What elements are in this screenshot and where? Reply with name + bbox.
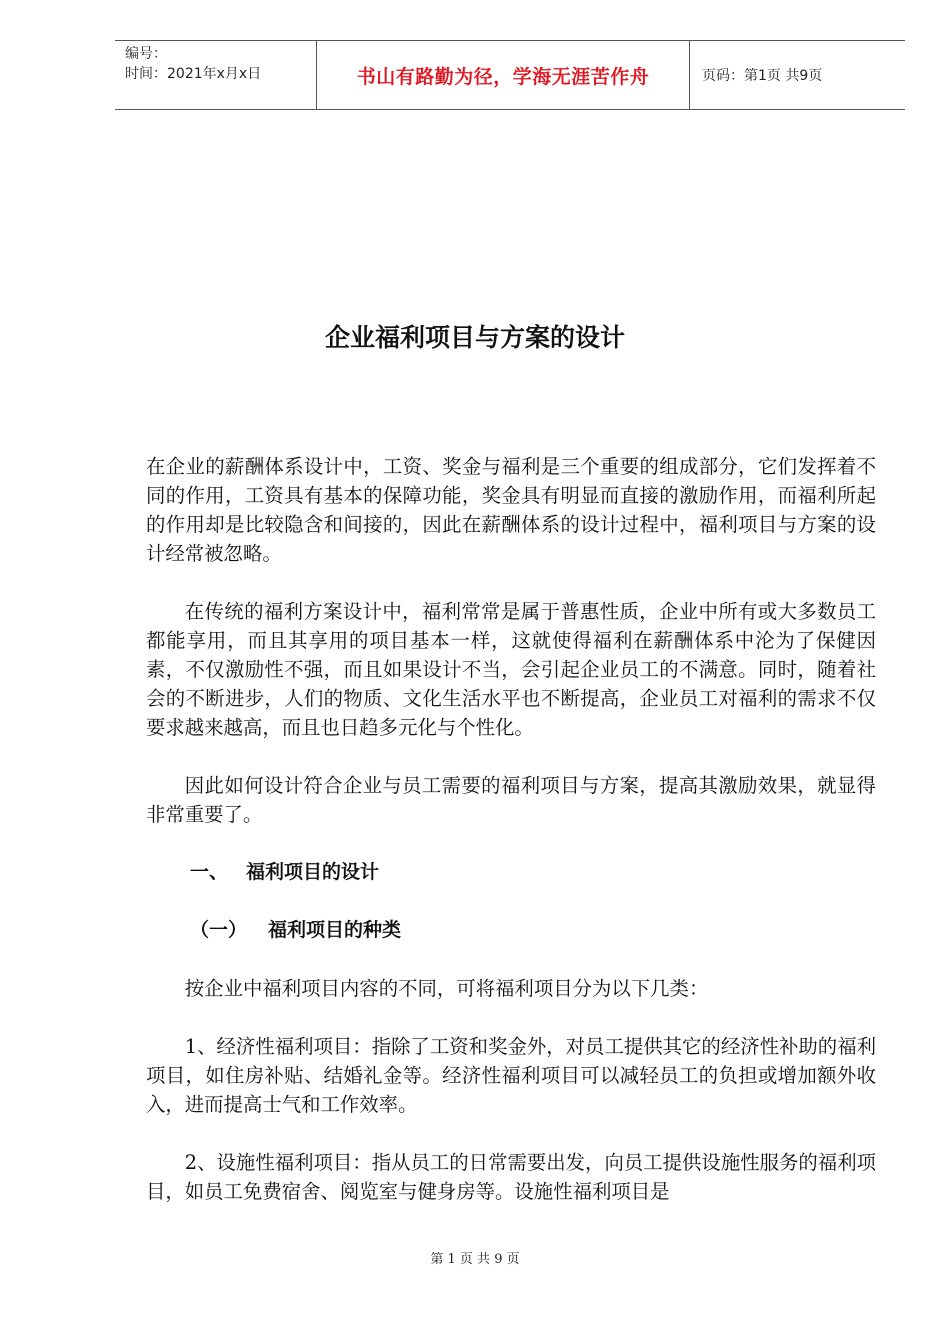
paragraph-economic-benefits: 1、经济性福利项目：指除了工资和奖金外，对员工提供其它的经济性补助的福利项目，如住房补贴、结婚礼金等。经济性福利项目可以减轻员工的负担或增加额外收入，进而提高士气和工作效率。 — [146, 1035, 876, 1116]
paragraph-classification: 按企业中福利项目内容的不同，可将福利项目分为以下几类： — [184, 977, 709, 1000]
time-label: 时间：2021年x月x日 — [125, 66, 262, 82]
page-header — [115, 40, 905, 110]
subsection-number: （一） — [190, 919, 248, 941]
header-meta — [115, 41, 316, 109]
document-body — [146, 452, 876, 1235]
section-title: 福利项目的设计 — [246, 861, 380, 883]
paragraph-facility-benefits: 2、设施性福利项目：指从员工的日常需要出发，向员工提供设施性服务的福利项目，如员工免费宿舍、阅览室与健身房等。设施性福利项目是 — [146, 1151, 876, 1203]
serial-number-label: 编号： — [125, 46, 167, 62]
paragraph-traditional: 在传统的福利方案设计中，福利常常是属于普惠性质，企业中所有或大多数员工都能享用，而且其享用的项目基本一样，这就使得福利在薪酬体系中沦为了保健因素，不仅激励性不强，而且如果设计不当，会引起企业员工的不满意。同时，随着社会的不断进步，人们的物质、文化生活水平也不断提高，企业员工对福利的需求不仅要求越来越高，而且也日趋多元化与个性化。 — [146, 600, 876, 739]
document-title: 企业福利项目与方案的设计 — [324, 323, 625, 352]
header-page-number: 页码：第1页 共9页 — [702, 68, 823, 84]
header-motto: 书山有路勤为径，学海无涯苦作舟 — [316, 41, 690, 109]
subsection-title: 福利项目的种类 — [268, 919, 402, 941]
page-footer: 第 1 页 共 9 页 — [430, 1252, 520, 1267]
section-number: 一、 — [190, 861, 229, 883]
subsection-heading — [146, 916, 876, 945]
paragraph-intro: 在企业的薪酬体系设计中，工资、奖金与福利是三个重要的组成部分，它们发挥着不同的作用，工资具有基本的保障功能，奖金具有明显而直接的激励作用，而福利所起的作用却是比较隐含和间接的，因此在薪酬体系的设计过程中，福利项目与方案的设计经常被忽略。 — [146, 455, 876, 565]
paragraph-importance: 因此如何设计符合企业与员工需要的福利项目与方案，提高其激励效果，就显得非常重要了。 — [146, 774, 876, 826]
section-heading — [146, 858, 876, 887]
